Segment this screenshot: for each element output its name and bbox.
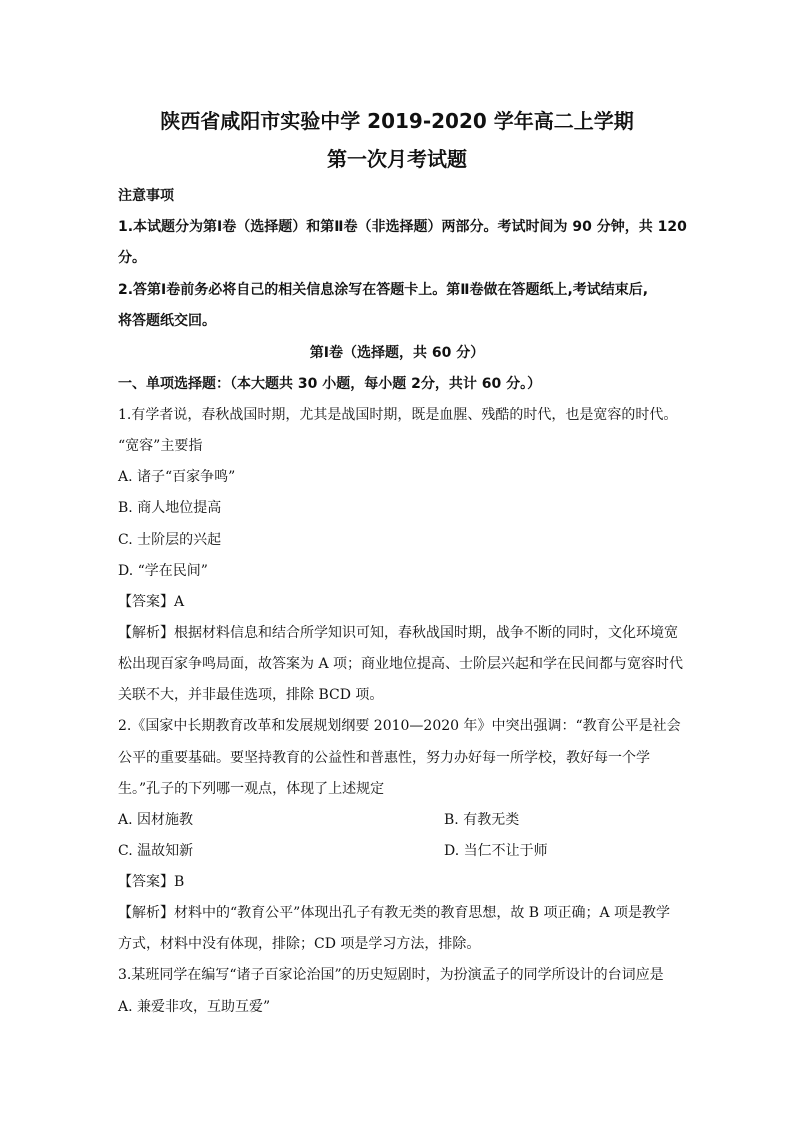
q3-stem-line1: 3.某班同学在编写“诸子百家论治国”的历史短剧时，为扮演孟子的同学所设计的台词应是 xyxy=(118,967,664,983)
q2-answer: 【答案】B xyxy=(118,874,185,890)
q1-stem-line2: “宽容”主要指 xyxy=(118,438,203,454)
q2-option-a: A. 因材施教 xyxy=(118,812,194,828)
q1-option-d: D. “学在民间” xyxy=(118,563,208,579)
q2-stem-line1: 2.《国家中长期教育改革和发展规划纲要 2010—2020 年》中突出强调：“教育公平是社会 xyxy=(118,718,681,734)
q2-analysis-line2: 方式，材料中没有体现，排除；CD 项是学习方法，排除。 xyxy=(118,936,481,952)
notice-item-1-line1: 1.本试题分为第Ⅰ卷（选择题）和第Ⅱ卷（非选择题）两部分。考试时间为 90 分钟，共 120 xyxy=(118,219,687,235)
q1-analysis-line2: 松出现百家争鸣局面，故答案为 A 项；商业地位提高、士阶层兴起和学在民间都与宽容时代 xyxy=(118,656,684,672)
q2-option-d: D. 当仁不让于师 xyxy=(444,843,548,859)
exam-title-line2: 第一次月考试题 xyxy=(327,147,467,171)
notice-item-1-line2: 分。 xyxy=(118,250,146,266)
notice-item-2-line2: 将答题纸交回。 xyxy=(118,313,216,329)
q1-analysis-line1: 【解析】根据材料信息和结合所学知识可知，春秋战国时期，战争不断的同时，文化环境宽 xyxy=(118,625,678,641)
q2-option-c: C. 温故知新 xyxy=(118,843,194,859)
exam-title-line1: 陕西省咸阳市实验中学 2019-2020 学年高二上学期 xyxy=(160,109,634,133)
part-title: 一、单项选择题：（本大题共 30 小题，每小题 2分，共计 60 分。） xyxy=(118,376,542,392)
q3-option-a: A. 兼爱非攻，互助互爱” xyxy=(118,999,271,1015)
q2-analysis-line1: 【解析】材料中的“教育公平”体现出孔子有教无类的教育思想，故 B 项正确；A 项是教学 xyxy=(118,905,671,921)
q2-stem-line2: 公平的重要基础。要坚持教育的公益性和普惠性，努力办好每一所学校，教好每一个学 xyxy=(118,750,650,766)
notice-item-2-line1: 2.答第Ⅰ卷前务必将自己的相关信息涂写在答题卡上。第Ⅱ卷做在答题纸上,考试结束后, xyxy=(118,282,649,298)
q1-option-c: C. 士阶层的兴起 xyxy=(118,532,222,548)
q2-option-b: B. 有教无类 xyxy=(444,812,520,828)
notice-heading: 注意事项 xyxy=(118,188,174,204)
q1-option-b: B. 商人地位提高 xyxy=(118,500,222,516)
section-title: 第Ⅰ卷（选择题，共 60 分） xyxy=(309,345,485,361)
q1-answer: 【答案】A xyxy=(118,594,185,610)
q1-option-a: A. 诸子“百家争鸣” xyxy=(118,469,236,485)
q2-stem-line3: 生。”孔子的下列哪一观点，体现了上述规定 xyxy=(118,781,385,797)
q1-analysis-line3: 关联不大，并非最佳选项，排除 BCD 项。 xyxy=(118,687,384,703)
q1-stem-line1: 1.有学者说，春秋战国时期，尤其是战国时期，既是血腥、残酷的时代，也是宽容的时代。 xyxy=(118,407,678,423)
